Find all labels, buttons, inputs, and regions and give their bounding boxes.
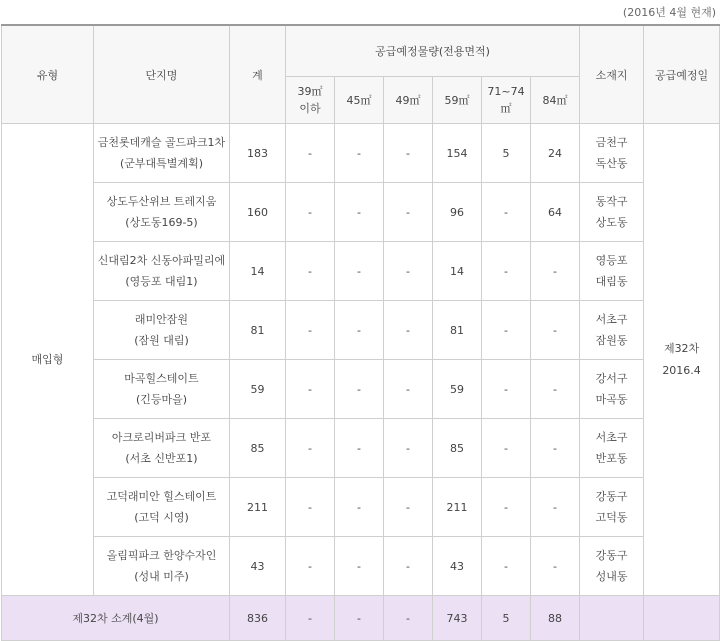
type-cell: 매입형: [2, 124, 94, 596]
schedule-line-1: 제32차: [663, 341, 700, 355]
location-cell: [580, 124, 644, 183]
location-line-2: 마곡동: [595, 393, 628, 406]
location-cell: [580, 419, 644, 478]
header-size-1-line-1: 39㎡: [297, 85, 323, 98]
size-cell-3: -: [384, 419, 433, 478]
table-row: [2, 301, 720, 360]
complex-name-cell: [94, 537, 230, 596]
complex-name-line-1: 신대림2차 신동아파밀리에: [97, 254, 226, 267]
size-cell-1: -: [286, 124, 335, 183]
location-cell: [580, 478, 644, 537]
header-total: 계: [230, 25, 286, 124]
total-cell: 160: [230, 183, 286, 242]
size-cell-4: 96: [433, 183, 482, 242]
header-size-1-line-2: 이하: [299, 102, 321, 115]
complex-name-line-2: (긴등마을): [135, 393, 188, 406]
size-cell-1: -: [286, 478, 335, 537]
location-line-1: 서초구: [595, 313, 628, 326]
location-line-1: 강동구: [595, 549, 628, 562]
header-size-5-line-1: 71~74: [487, 85, 525, 98]
location-cell: [580, 360, 644, 419]
size-cell-5: 5: [482, 124, 531, 183]
header-schedule: 공급예정일: [644, 25, 720, 124]
header-size-2: [335, 77, 384, 124]
size-cell-3: -: [384, 124, 433, 183]
size-cell-1: -: [286, 301, 335, 360]
schedule-line-2: 2016.4: [662, 363, 701, 377]
size-cell-6: -: [531, 301, 580, 360]
header-size-6-line-1: 84㎡: [542, 93, 568, 107]
complex-name-cell: [94, 242, 230, 301]
subtotal-size-4: 743: [433, 596, 482, 641]
header-size-3: [384, 77, 433, 124]
header-size-1: [286, 77, 335, 124]
size-cell-4: 59: [433, 360, 482, 419]
complex-name-line-2: (성내 미주): [134, 570, 189, 583]
size-cell-1: -: [286, 537, 335, 596]
size-cell-6: -: [531, 242, 580, 301]
total-cell: 81: [230, 301, 286, 360]
location-line-2: 성내동: [595, 570, 628, 583]
location-line-2: 반포동: [595, 452, 628, 465]
size-cell-4: 81: [433, 301, 482, 360]
header-size-2-line-1: 45㎡: [346, 93, 372, 107]
subtotal-size-6: 88: [531, 596, 580, 641]
size-cell-4: 43: [433, 537, 482, 596]
size-cell-6: -: [531, 419, 580, 478]
table-row: [2, 124, 720, 183]
header-size-4-line-1: 59㎡: [444, 93, 470, 107]
complex-name-cell: [94, 301, 230, 360]
header-complex-name: 단지명: [94, 25, 230, 124]
location-line-1: 동작구: [595, 195, 628, 208]
subtotal-size-5: 5: [482, 596, 531, 641]
complex-name-line-2: (잠원 대림): [134, 334, 189, 347]
location-line-2: 독산동: [595, 157, 628, 170]
size-cell-1: -: [286, 242, 335, 301]
total-cell: 59: [230, 360, 286, 419]
size-cell-3: -: [384, 242, 433, 301]
size-cell-6: -: [531, 537, 580, 596]
table-row: [2, 242, 720, 301]
complex-name-cell: [94, 478, 230, 537]
location-cell: [580, 301, 644, 360]
subtotal-schedule: [644, 596, 720, 641]
size-cell-5: -: [482, 478, 531, 537]
complex-name-cell: [94, 183, 230, 242]
table-row: [2, 360, 720, 419]
size-cell-4: 85: [433, 419, 482, 478]
complex-name-cell: [94, 419, 230, 478]
table-row: [2, 419, 720, 478]
location-cell: [580, 242, 644, 301]
complex-name-line-1: 상도두산위브 트레지움: [106, 195, 217, 208]
complex-name-line-1: 금천롯데캐슬 골드파크1차: [97, 136, 226, 149]
size-cell-2: -: [335, 537, 384, 596]
size-cell-5: -: [482, 360, 531, 419]
size-cell-3: -: [384, 183, 433, 242]
total-cell: 43: [230, 537, 286, 596]
complex-name-line-1: 마곡힐스테이트: [124, 372, 199, 385]
complex-name-line-1: 래미안잠원: [134, 313, 189, 326]
size-cell-3: -: [384, 301, 433, 360]
size-cell-2: -: [335, 478, 384, 537]
complex-name-cell: [94, 124, 230, 183]
location-line-1: 서초구: [595, 431, 628, 444]
size-cell-6: 24: [531, 124, 580, 183]
complex-name-line-2: (상도동169-5): [125, 216, 198, 229]
complex-name-line-2: (고덕 시영): [134, 511, 189, 524]
subtotal-size-1: -: [286, 596, 335, 641]
subtotal-location: [580, 596, 644, 641]
size-cell-2: -: [335, 419, 384, 478]
table-row: [2, 537, 720, 596]
header-size-5: [482, 77, 531, 124]
total-cell: 14: [230, 242, 286, 301]
size-cell-3: -: [384, 360, 433, 419]
size-cell-4: 211: [433, 478, 482, 537]
total-cell: 85: [230, 419, 286, 478]
location-cell: [580, 537, 644, 596]
schedule-cell: [644, 124, 720, 596]
as-of-date-note: (2016년 4월 현재): [622, 6, 716, 19]
size-cell-5: -: [482, 301, 531, 360]
supply-schedule-table: [1, 24, 720, 641]
location-line-2: 대림동: [595, 275, 628, 288]
header-location: 소재지: [580, 25, 644, 124]
location-line-1: 금천구: [595, 136, 628, 149]
header-type: 유형: [2, 25, 94, 124]
complex-name-line-2: (서초 신반포1): [125, 452, 198, 465]
size-cell-2: -: [335, 242, 384, 301]
size-cell-4: 154: [433, 124, 482, 183]
size-cell-6: -: [531, 478, 580, 537]
complex-name-line-2: (영등포 대림1): [125, 275, 198, 288]
location-line-1: 영등포: [595, 254, 628, 267]
size-cell-4: 14: [433, 242, 482, 301]
table-row: [2, 183, 720, 242]
size-cell-1: -: [286, 419, 335, 478]
header-supply-volume: 공급예정물량(전용면적): [286, 25, 580, 77]
subtotal-row: [2, 596, 720, 641]
table-row: [2, 478, 720, 537]
size-cell-1: -: [286, 360, 335, 419]
location-line-2: 고덕동: [595, 511, 628, 524]
size-cell-5: -: [482, 419, 531, 478]
size-cell-2: -: [335, 301, 384, 360]
header-size-6: [531, 77, 580, 124]
subtotal-label: 제32차 소계(4월): [2, 596, 230, 641]
complex-name-line-2: (군부대특별계획): [120, 157, 203, 170]
header-size-4: [433, 77, 482, 124]
complex-name-line-1: 아크로리버파크 반포: [111, 431, 212, 444]
location-line-2: 잠원동: [595, 334, 628, 347]
location-line-2: 상도동: [595, 216, 628, 229]
location-line-1: 강서구: [595, 372, 628, 385]
location-line-1: 강동구: [595, 490, 628, 503]
size-cell-6: 64: [531, 183, 580, 242]
size-cell-3: -: [384, 478, 433, 537]
size-cell-2: -: [335, 360, 384, 419]
complex-name-line-1: 올림픽파크 한양수자인: [106, 549, 217, 562]
size-cell-5: -: [482, 242, 531, 301]
total-cell: 211: [230, 478, 286, 537]
size-cell-6: -: [531, 360, 580, 419]
header-size-3-line-1: 49㎡: [395, 93, 421, 107]
size-cell-2: -: [335, 124, 384, 183]
size-cell-5: -: [482, 183, 531, 242]
subtotal-size-3: -: [384, 596, 433, 641]
size-cell-1: -: [286, 183, 335, 242]
header-size-5-line-2: ㎡: [500, 102, 512, 115]
subtotal-size-2: -: [335, 596, 384, 641]
total-cell: 183: [230, 124, 286, 183]
size-cell-2: -: [335, 183, 384, 242]
location-cell: [580, 183, 644, 242]
subtotal-total: 836: [230, 596, 286, 641]
complex-name-line-1: 고덕래미안 힐스테이트: [106, 490, 217, 503]
complex-name-cell: [94, 360, 230, 419]
size-cell-3: -: [384, 537, 433, 596]
size-cell-5: -: [482, 537, 531, 596]
